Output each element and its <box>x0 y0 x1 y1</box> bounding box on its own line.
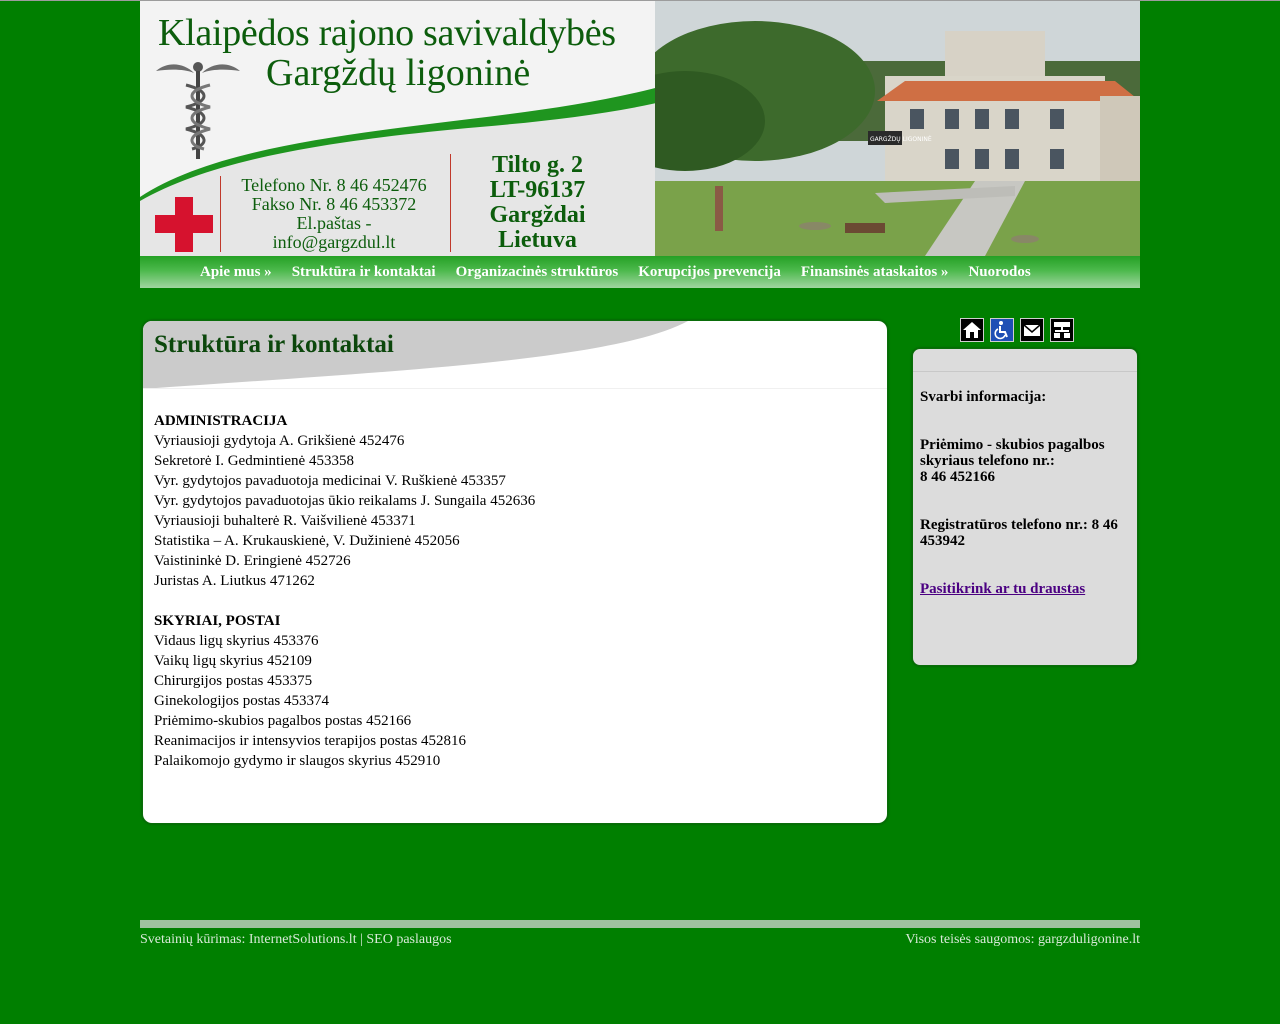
header-divider <box>450 154 451 252</box>
sitemap-icon[interactable] <box>1050 318 1074 342</box>
content-panel <box>142 320 888 824</box>
section-heading-departments: SKYRIAI, POSTAI <box>154 613 281 629</box>
address-street: Tilto g. 2 <box>492 152 583 178</box>
department-line: Vidaus ligų skyrius 453376 <box>154 633 319 649</box>
department-line: Vaikų ligų skyrius 452109 <box>154 653 312 669</box>
page-title: Struktūra ir kontaktai <box>154 331 394 358</box>
hospital-photo <box>655 1 1140 256</box>
footer-bar <box>140 920 1140 928</box>
contact-line: Sekretorė I. Gedmintienė 453358 <box>154 453 354 469</box>
registry-phone-info: Registratūros telefono nr.: 8 46 453942 <box>920 517 1118 549</box>
toolbar-icons <box>960 318 1074 342</box>
footer-credits[interactable]: Svetainių kūrimas: InternetSolutions.lt | SEO paslaugos <box>140 932 452 947</box>
footer-copyright: Visos teisės saugomos: gargzduligonine.lt <box>905 932 1140 947</box>
nav-item-corruption-prevention[interactable]: Korupcijos prevencija <box>638 264 781 280</box>
header-divider <box>220 176 221 252</box>
site-header <box>140 1 1140 256</box>
nav-item-about[interactable]: Apie mus » <box>200 264 272 280</box>
section-heading-administration: ADMINISTRACIJA <box>154 413 288 429</box>
email-label: El.paštas - <box>296 213 372 233</box>
department-line: Ginekologijos postas 453374 <box>154 693 329 709</box>
contact-line: Vyriausioji buhalterė R. Vaišvilienė 453371 <box>154 513 416 529</box>
red-cross-icon <box>155 197 213 252</box>
header-contacts <box>224 176 444 252</box>
insurance-check-link[interactable]: Pasitikrink ar tu draustas <box>920 581 1086 597</box>
contact-line: Vaistininkė D. Eringienė 452726 <box>154 553 351 569</box>
mail-icon[interactable] <box>1020 318 1044 342</box>
sidebar-panel <box>912 348 1138 666</box>
address-country: Lietuva <box>498 227 577 253</box>
spacer <box>154 591 535 611</box>
nav-item-structure-contacts[interactable]: Struktūra ir kontaktai <box>291 264 436 280</box>
contact-line: Statistika – A. Krukauskienė, V. Dužinienė 452056 <box>154 533 460 549</box>
nav-item-org-structures[interactable]: Organizacinės struktūros <box>455 264 619 280</box>
fax-number: Fakso Nr. 8 46 453372 <box>251 194 417 214</box>
emergency-phone-value: 8 46 452166 <box>920 469 995 485</box>
nav-item-links[interactable]: Nuorodos <box>968 264 1031 280</box>
site-title-line2: Gargždų ligoninė <box>266 52 531 94</box>
address-postcode: LT-96137 <box>489 177 586 203</box>
department-line: Priėmimo-skubios pagalbos postas 452166 <box>154 713 412 729</box>
building-sign: GARGŽDŲ LIGONINĖ <box>870 136 932 143</box>
phone-number: Telefono Nr. 8 46 452476 <box>241 175 427 195</box>
contact-line: Vyr. gydytojos pavaduotojas ūkio reikalams J. Sungaila 452636 <box>154 493 536 509</box>
department-line: Reanimacijos ir intensyvios terapijos postas 452816 <box>154 733 467 749</box>
contact-line: Vyr. gydytojos pavaduotoja medicinai V. Ruškienė 453357 <box>154 473 506 489</box>
department-line: Palaikomojo gydymo ir slaugos skyrius 452910 <box>154 753 441 769</box>
sidebar-divider <box>913 371 1137 372</box>
main-nav <box>140 256 1140 288</box>
email-address: info@gargzdul.lt <box>272 232 396 252</box>
content-body <box>154 411 535 771</box>
sidebar-heading: Svarbi informacija: <box>920 389 1047 405</box>
department-line: Chirurgijos postas 453375 <box>154 673 313 689</box>
address-city: Gargždai <box>489 202 586 228</box>
contact-line: Juristas A. Liutkus 471262 <box>154 573 315 589</box>
site-title-line1: Klaipėdos rajono savivaldybės <box>158 12 616 54</box>
accessibility-icon[interactable] <box>990 318 1014 342</box>
contact-line: Vyriausioji gydytoja A. Grikšienė 452476 <box>154 433 405 449</box>
nav-item-financial-reports[interactable]: Finansinės ataskaitos » <box>800 264 949 280</box>
header-address <box>455 153 620 253</box>
sidebar-content <box>920 389 1132 629</box>
home-icon[interactable] <box>960 318 984 342</box>
emergency-phone-label: Priėmimo - skubios pagalbos skyriaus telefono nr.: <box>920 437 1105 469</box>
emergency-phone-info <box>920 437 1132 485</box>
caduceus-icon <box>148 53 248 163</box>
content-divider <box>143 388 887 389</box>
